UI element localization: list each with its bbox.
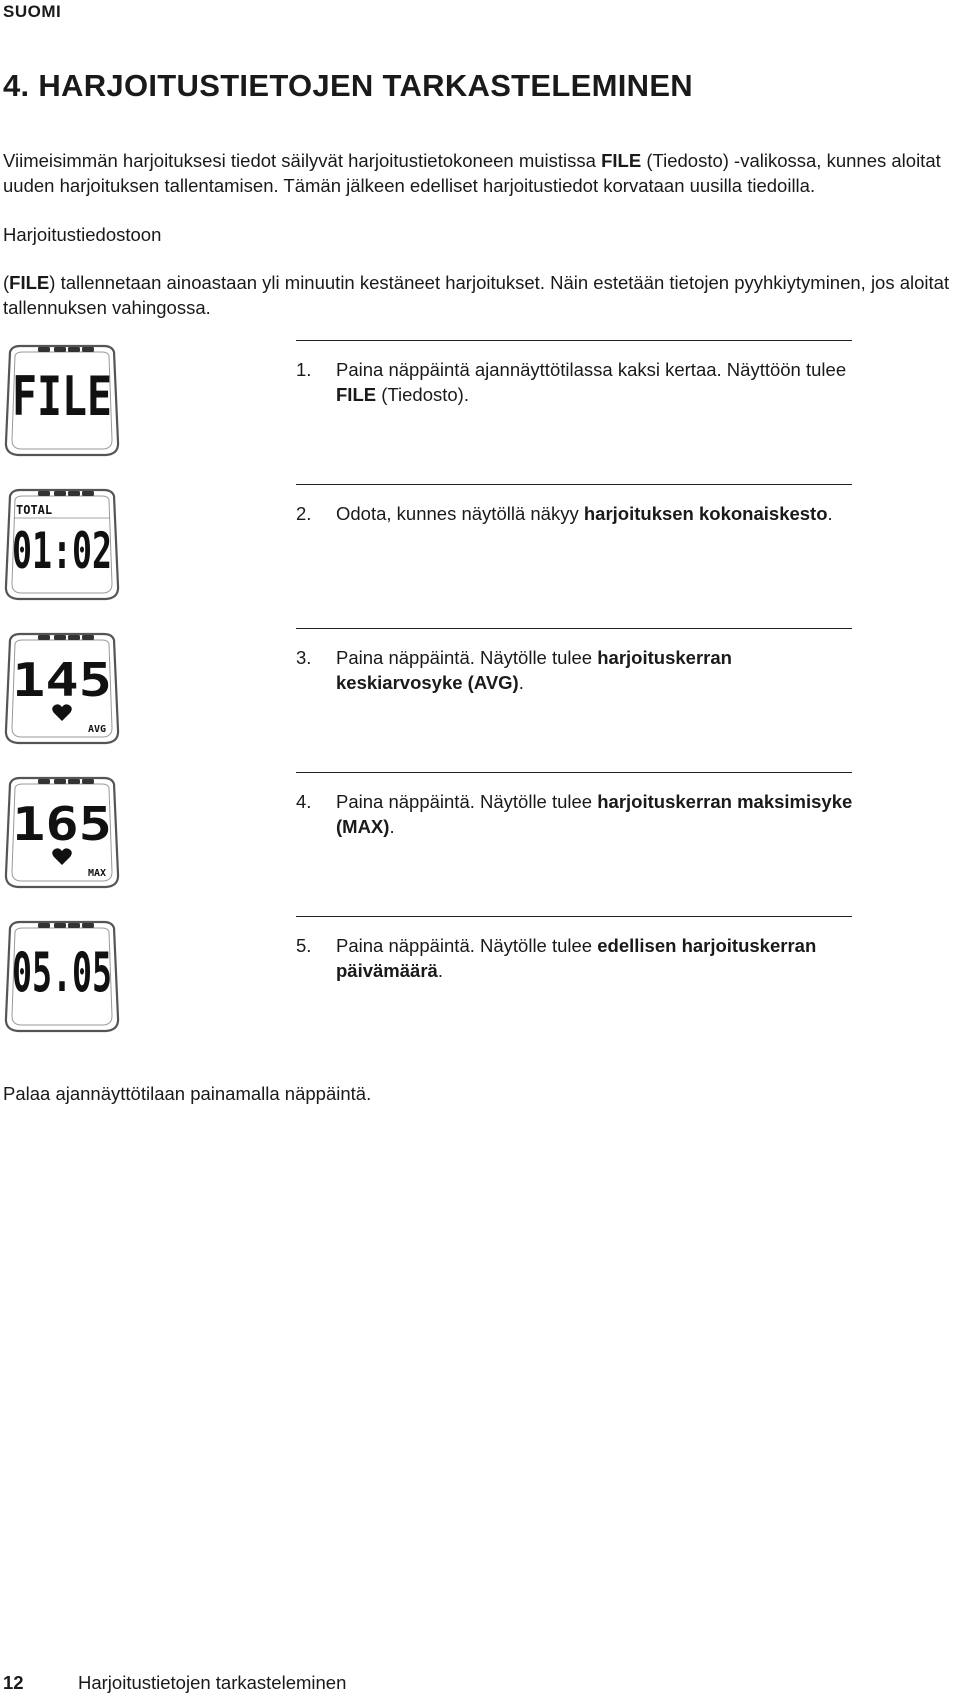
watch-display-total — [2, 486, 122, 604]
lcd-main-value: 05.05 — [12, 941, 112, 1004]
step-text — [336, 789, 856, 839]
step-text-bold: harjoituksen kokonaiskesto — [583, 503, 828, 524]
step-text — [336, 933, 856, 983]
step-1 — [296, 357, 856, 417]
step-divider — [296, 916, 852, 917]
indicator-segment — [68, 779, 80, 784]
indicator-segment — [38, 779, 50, 784]
indicator-segment — [38, 635, 50, 640]
step-text — [336, 645, 856, 695]
step-text-a: Odota, kunnes näytöllä näkyy — [336, 503, 584, 524]
indicator-segment — [54, 491, 66, 496]
indicator-segment — [38, 491, 50, 496]
watch-display-file — [2, 342, 122, 460]
indicator-segment — [68, 923, 80, 928]
lcd-bottom-label: MAX — [87, 868, 106, 879]
step-number: 1. — [296, 359, 312, 380]
step-4 — [296, 789, 856, 849]
indicator-segment — [82, 923, 94, 928]
lcd-bottom-label: AVG — [87, 724, 106, 735]
indicator-segment — [54, 923, 66, 928]
page-number: 12 — [3, 1672, 24, 1693]
step-5 — [296, 933, 856, 993]
file-keyword: FILE — [9, 272, 50, 293]
indicator-segment — [38, 347, 50, 352]
step-text — [336, 501, 856, 526]
indicator-segment — [82, 491, 94, 496]
indicator-segment — [54, 779, 66, 784]
step-number: 2. — [296, 503, 312, 524]
lcd-screen — [2, 342, 122, 460]
indicator-segment — [54, 347, 66, 352]
step-divider — [296, 772, 852, 773]
indicator-segment — [68, 347, 80, 352]
step-number: 4. — [296, 791, 312, 812]
step-number: 5. — [296, 935, 312, 956]
step-text-bold: edellisen harjoituskerran päivämäärä — [336, 935, 817, 981]
step-text-b: . — [437, 960, 443, 981]
intro-paragraph-1 — [3, 148, 953, 198]
watch-display-max — [2, 774, 122, 892]
intro-paragraph-3 — [3, 270, 953, 320]
lcd-screen — [2, 630, 122, 748]
step-text-b: . — [389, 816, 395, 837]
watch-display-avg — [2, 630, 122, 748]
return-instruction: Palaa ajannäyttötilaan painamalla näppäintä. — [3, 1083, 372, 1104]
lcd-main-value: 145 — [12, 653, 112, 707]
indicator-segment — [82, 347, 94, 352]
language-label: SUOMI — [3, 2, 62, 21]
file-keyword: FILE — [601, 150, 642, 171]
step-text-a: Paina näppäintä. Näytölle tulee — [336, 791, 598, 812]
step-text-a: Paina näppäintä. Näytölle tulee — [336, 935, 598, 956]
lcd-screen — [2, 774, 122, 892]
lcd-main-value: 01:02 — [12, 522, 112, 580]
indicator-segment — [68, 635, 80, 640]
watch-display-date — [2, 918, 122, 1036]
lcd-screen — [2, 486, 122, 604]
intro-text-rest: ) tallennetaan ainoastaan yli minuutin kestäneet harjoitukset. Näin estetään tietojen pyyhkiytyminen, jos aloitat tallennuksen vahingossa. — [3, 272, 950, 318]
step-text-a: Paina näppäintä. Näytölle tulee — [336, 647, 598, 668]
section-title: 4. HARJOITUSTIETOJEN TARKASTELEMINEN — [3, 68, 693, 103]
step-divider — [296, 628, 852, 629]
intro-paragraph-2: Harjoitustiedostoon — [3, 224, 162, 245]
intro-text-b: (Tiedosto) -valikossa, kunnes aloitat uuden harjoituksen tallentamisen. Tämän jälkeen edelliset harjoitustiedot korvataan uusilla tiedoilla. — [3, 150, 941, 196]
indicator-segment — [54, 635, 66, 640]
step-divider — [296, 484, 852, 485]
lcd-main-value: FILE — [12, 365, 112, 428]
step-text-b: . — [518, 672, 524, 693]
lcd-main-value: 165 — [12, 797, 112, 851]
paren-open: ( — [3, 272, 10, 293]
step-text-bold: harjoituskerran maksimisyke (MAX) — [336, 791, 853, 837]
step-number: 3. — [296, 647, 312, 668]
step-text-bold: harjoituskerran keskiarvosyke (AVG) — [336, 647, 732, 693]
lcd-screen — [2, 918, 122, 1036]
step-divider — [296, 340, 852, 341]
intro-text-a: Viimeisimmän harjoituksesi tiedot säilyvät harjoitustietokoneen muistissa — [3, 150, 602, 171]
step-2 — [296, 501, 856, 531]
indicator-segment — [38, 923, 50, 928]
footer-section-title: Harjoitustietojen tarkasteleminen — [78, 1672, 347, 1693]
step-text-b: . — [827, 503, 833, 524]
step-text-b: (Tiedosto). — [376, 384, 469, 405]
step-text — [336, 357, 856, 407]
step-text-a: Paina näppäintä ajannäyttötilassa kaksi kertaa. Näyttöön tulee — [336, 359, 847, 380]
indicator-segment — [82, 779, 94, 784]
indicator-segment — [82, 635, 94, 640]
indicator-segment — [68, 491, 80, 496]
step-text-bold: FILE — [336, 384, 377, 405]
step-3 — [296, 645, 856, 705]
lcd-top-label: TOTAL — [16, 503, 53, 517]
